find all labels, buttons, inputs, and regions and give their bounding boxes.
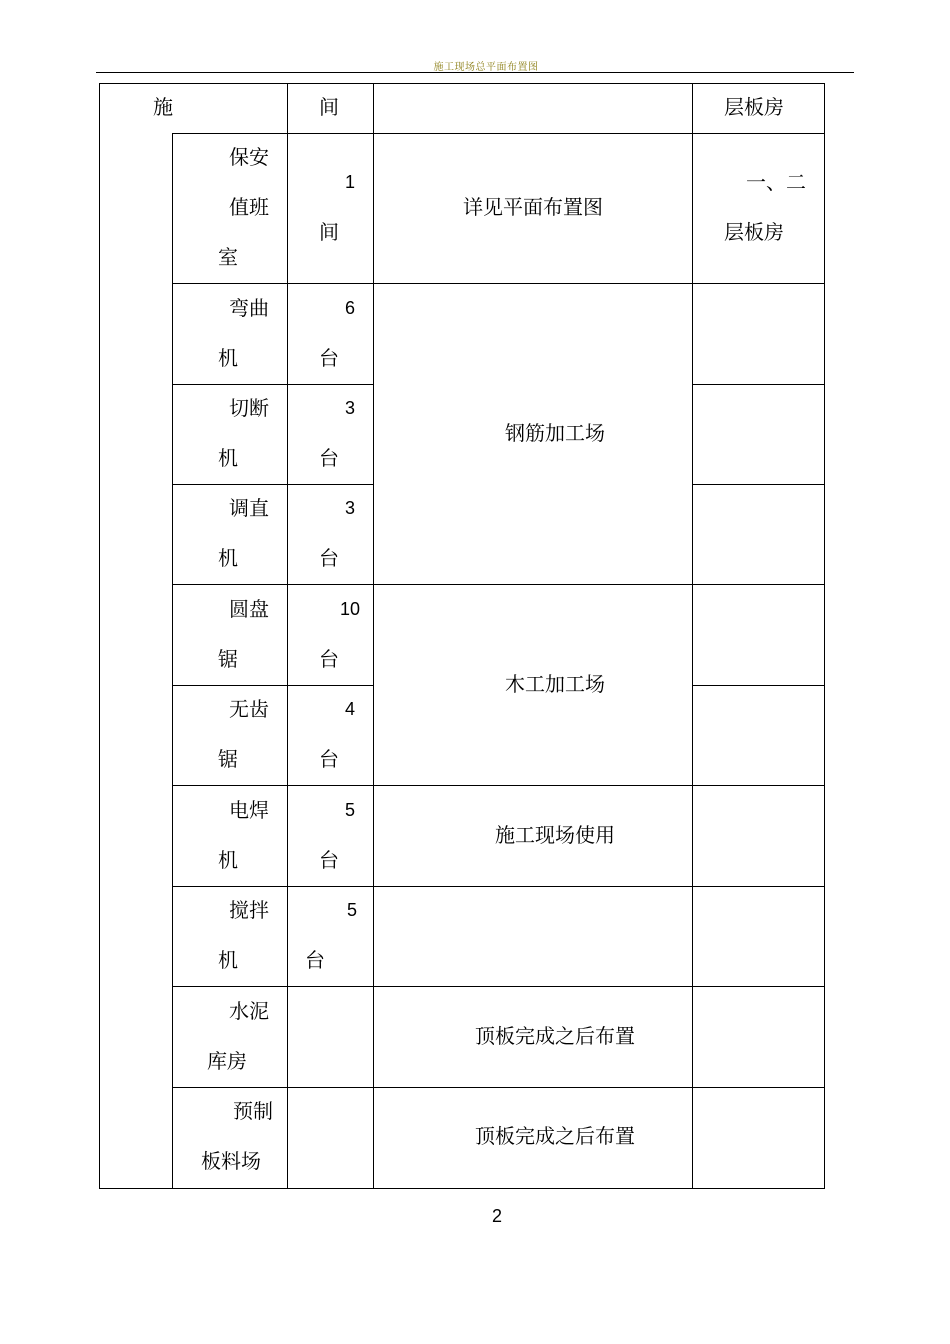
item-name: 值班 xyxy=(229,195,269,219)
item-qty-number: 10 xyxy=(340,599,361,619)
item-name: 搅拌 xyxy=(229,898,269,922)
row-line xyxy=(172,785,825,786)
page-header-title: 施工现场总平面布置图 xyxy=(433,62,539,73)
item-note: 顶板完成之后布置 xyxy=(475,1124,635,1148)
item-name: 弯曲 xyxy=(229,296,269,320)
item-qty-unit: 台 xyxy=(319,747,339,771)
item-name: 锯 xyxy=(218,747,238,771)
item-name: 板料场 xyxy=(201,1149,261,1173)
item-name: 室 xyxy=(218,245,238,269)
item-qty-number: 3 xyxy=(345,398,356,418)
item-qty-unit: 间 xyxy=(319,220,339,244)
item-name: 预制 xyxy=(233,1099,273,1123)
row-line xyxy=(692,484,825,485)
item-qty-number: 3 xyxy=(345,498,356,518)
item-remark: 一、二 xyxy=(746,170,806,194)
item-note: 施工现场使用 xyxy=(495,823,615,847)
left-column-label: 施 xyxy=(153,95,173,119)
top-row-qty: 间 xyxy=(319,95,339,119)
row-line xyxy=(172,986,825,987)
item-qty-unit: 台 xyxy=(319,546,339,570)
merged-note-rebar: 钢筋加工场 xyxy=(505,421,605,445)
top-row-remark: 层板房 xyxy=(724,95,784,119)
table-border-right xyxy=(824,83,825,1189)
row-line xyxy=(172,886,825,887)
table-border-top xyxy=(99,83,825,84)
row-line xyxy=(172,584,825,585)
row-line xyxy=(172,484,374,485)
item-note: 详见平面布置图 xyxy=(463,195,603,219)
item-name: 水泥 xyxy=(229,999,269,1023)
item-qty-unit: 台 xyxy=(319,346,339,370)
item-qty-number: 5 xyxy=(345,800,356,820)
item-name: 机 xyxy=(218,546,238,570)
item-name: 保安 xyxy=(229,145,269,169)
item-qty-number: 1 xyxy=(345,172,356,192)
table-col-divider-1 xyxy=(172,133,173,1189)
row-line xyxy=(692,384,825,385)
item-qty-number: 5 xyxy=(347,900,358,920)
item-name: 机 xyxy=(218,948,238,972)
row-line xyxy=(172,685,374,686)
item-name: 锯 xyxy=(218,647,238,671)
item-name: 机 xyxy=(218,446,238,470)
item-name: 圆盘 xyxy=(229,597,269,621)
merged-note-wood: 木工加工场 xyxy=(505,672,605,696)
item-name: 切断 xyxy=(229,396,269,420)
item-qty-unit: 台 xyxy=(305,948,325,972)
table-border-left xyxy=(99,83,100,1189)
table-col-divider-2 xyxy=(287,83,288,1189)
item-name: 机 xyxy=(218,848,238,872)
item-remark: 层板房 xyxy=(724,220,784,244)
item-qty-unit: 台 xyxy=(319,647,339,671)
item-name: 电焊 xyxy=(229,798,269,822)
item-qty-number: 4 xyxy=(345,699,356,719)
item-note: 顶板完成之后布置 xyxy=(475,1024,635,1048)
item-name: 无齿 xyxy=(229,697,269,721)
item-qty-number: 6 xyxy=(345,298,356,318)
table-border-bottom xyxy=(99,1188,825,1189)
item-name: 机 xyxy=(218,346,238,370)
row-line xyxy=(172,283,825,284)
item-name: 调直 xyxy=(229,496,269,520)
item-qty-unit: 台 xyxy=(319,848,339,872)
row-line xyxy=(172,384,374,385)
page-number: 2 xyxy=(491,1206,502,1226)
item-qty-unit: 台 xyxy=(319,446,339,470)
row-line xyxy=(172,133,825,134)
item-name: 库房 xyxy=(207,1049,247,1073)
